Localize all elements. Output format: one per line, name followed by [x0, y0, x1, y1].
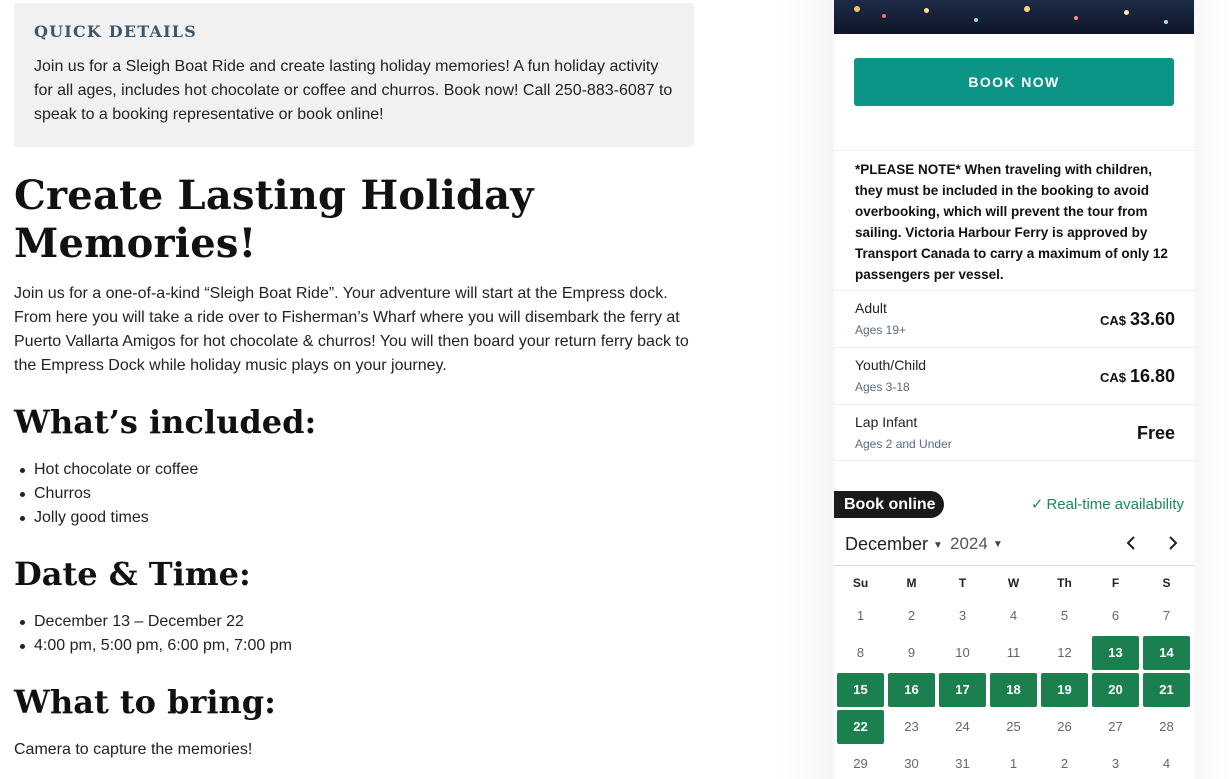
- weekday-header: M: [906, 576, 917, 590]
- calendar-day: 27: [1108, 719, 1123, 734]
- calendar-day: 4: [1009, 608, 1018, 623]
- calendar-day: 7: [1162, 608, 1171, 623]
- bring-text: Camera to capture the memories!: [14, 741, 253, 758]
- bring-heading: What to bring:: [14, 683, 276, 721]
- calendar-day: 25: [1006, 719, 1021, 734]
- list-item: December 13 – December 22: [34, 610, 292, 634]
- calendar-day: 24: [955, 719, 970, 734]
- rate-name: Adult: [855, 300, 887, 316]
- weekday-header: Th: [1057, 576, 1072, 590]
- checkmark-icon: ✓: [1030, 496, 1044, 513]
- calendar-day-available[interactable]: 13: [1092, 636, 1139, 670]
- year-select[interactable]: [950, 534, 1003, 554]
- calendar-day: 29: [853, 756, 868, 771]
- rate-row-infant: [834, 404, 1194, 461]
- weekday-header: S: [1162, 576, 1171, 590]
- rate-currency: CA$: [1099, 370, 1126, 385]
- availability-label: Real-time availability: [1046, 496, 1184, 513]
- calendar-day: 2: [1060, 756, 1069, 771]
- included-list: [34, 458, 198, 530]
- quick-details-box: [14, 3, 694, 147]
- weekday-header: Su: [852, 576, 869, 590]
- availability-indicator: [1031, 495, 1184, 513]
- rate-name: Youth/Child: [855, 357, 927, 373]
- calendar-day-available[interactable]: 14: [1143, 636, 1190, 670]
- list-item: Hot chocolate or coffee: [34, 458, 198, 482]
- weekday-header: T: [958, 576, 967, 590]
- rate-name: Lap Infant: [855, 414, 918, 430]
- calendar-day: 2: [907, 608, 916, 623]
- calendar-day-available[interactable]: 17: [939, 673, 986, 707]
- calendar-day-available[interactable]: 22: [837, 710, 884, 744]
- month-value: December: [845, 534, 929, 554]
- calendar-day: 12: [1057, 645, 1072, 660]
- quick-details-title: QUICK DETAILS: [34, 22, 197, 41]
- calendar-day: 11: [1006, 645, 1021, 660]
- calendar-day: 5: [1060, 608, 1069, 623]
- list-item: Jolly good times: [34, 506, 198, 530]
- book-online-label: Book online: [834, 491, 944, 518]
- calendar-day: 3: [1111, 756, 1120, 771]
- rate-currency: CA$: [1099, 313, 1126, 328]
- calendar-day-available[interactable]: 20: [1092, 673, 1139, 707]
- rate-amount: 16.80: [1129, 366, 1175, 386]
- rate-row-youth: [834, 347, 1194, 404]
- calendar-day: 9: [907, 645, 916, 660]
- hero-image: [834, 0, 1194, 34]
- calendar-day: 8: [856, 645, 865, 660]
- rate-amount: 33.60: [1129, 309, 1175, 329]
- weekday-header: F: [1111, 576, 1120, 590]
- booking-widget: [834, 0, 1194, 779]
- calendar-day: 1: [1009, 756, 1018, 771]
- chevron-down-icon: ▼: [992, 539, 1003, 551]
- prev-month-button[interactable]: [1119, 534, 1143, 556]
- chevron-right-icon: [1166, 535, 1180, 551]
- rate-price: [1100, 366, 1175, 387]
- rate-age: Ages 3-18: [855, 380, 910, 394]
- list-item: 4:00 pm, 5:00 pm, 6:00 pm, 7:00 pm: [34, 634, 292, 658]
- chevron-left-icon: [1124, 535, 1138, 551]
- calendar-day-available[interactable]: 21: [1143, 673, 1190, 707]
- rate-age: Ages 19+: [855, 323, 907, 337]
- year-value: 2024: [950, 534, 988, 553]
- calendar-day: 6: [1111, 608, 1120, 623]
- calendar-day-available[interactable]: 15: [837, 673, 884, 707]
- calendar-day-available[interactable]: 16: [888, 673, 935, 707]
- calendar-day-available[interactable]: 18: [990, 673, 1037, 707]
- calendar-day: 28: [1159, 719, 1174, 734]
- included-heading: What’s included:: [14, 403, 317, 441]
- note-text: *PLEASE NOTE* When traveling with children, they must be included in the booking to avoid overbooking, which will prevent the tour from sailing. Victoria Harbour Ferry is approved by Transport Canada to carry a maximum of only 12 passengers per vessel.: [855, 162, 1168, 282]
- quick-details-text: Join us for a Sleigh Boat Ride and create lasting holiday memories! A fun holiday activity for all ages, includes hot chocolate or coffee and churros. Book now! Call 250-883-6087 to speak to a booking representative or book online!: [34, 58, 673, 123]
- rate-price: [1137, 423, 1175, 444]
- next-month-button[interactable]: [1161, 534, 1185, 556]
- page-title: Create Lasting Holiday Memories!: [14, 172, 534, 267]
- calendar-day: 23: [904, 719, 919, 734]
- calendar-day: 31: [955, 756, 970, 771]
- rate-price: [1100, 309, 1175, 330]
- chevron-down-icon: ▼: [933, 539, 943, 551]
- calendar-header: [834, 524, 1194, 566]
- datetime-list: [34, 610, 292, 658]
- weekday-header: W: [1007, 576, 1020, 590]
- calendar-day-available[interactable]: 19: [1041, 673, 1088, 707]
- list-item: Churros: [34, 482, 198, 506]
- calendar-day: 26: [1057, 719, 1072, 734]
- rates-list: [834, 290, 1194, 461]
- calendar-day: 10: [955, 645, 970, 660]
- month-select[interactable]: [845, 534, 943, 555]
- rate-amount: Free: [1136, 423, 1175, 443]
- rate-row-adult: [834, 290, 1194, 347]
- calendar-day: 3: [958, 608, 967, 623]
- calendar-day: 30: [904, 756, 919, 771]
- calendar-day: 1: [856, 608, 865, 623]
- datetime-heading: Date & Time:: [14, 555, 251, 593]
- calendar-day: 4: [1162, 756, 1171, 771]
- booking-note: [834, 150, 1194, 285]
- rate-age: Ages 2 and Under: [855, 437, 952, 451]
- intro-paragraph: Join us for a one-of-a-kind “Sleigh Boat Ride”. Your adventure will start at the Empress dock. From here you will take a ride over to Fisherman’s Wharf where you will disembark the ferry at Puerto Vallarta Amigos for hot chocolate & churros! You will then board your return ferry back to the Empress Dock while holiday music plays on your journey.: [14, 285, 689, 374]
- book-now-button[interactable]: BOOK NOW: [854, 58, 1174, 106]
